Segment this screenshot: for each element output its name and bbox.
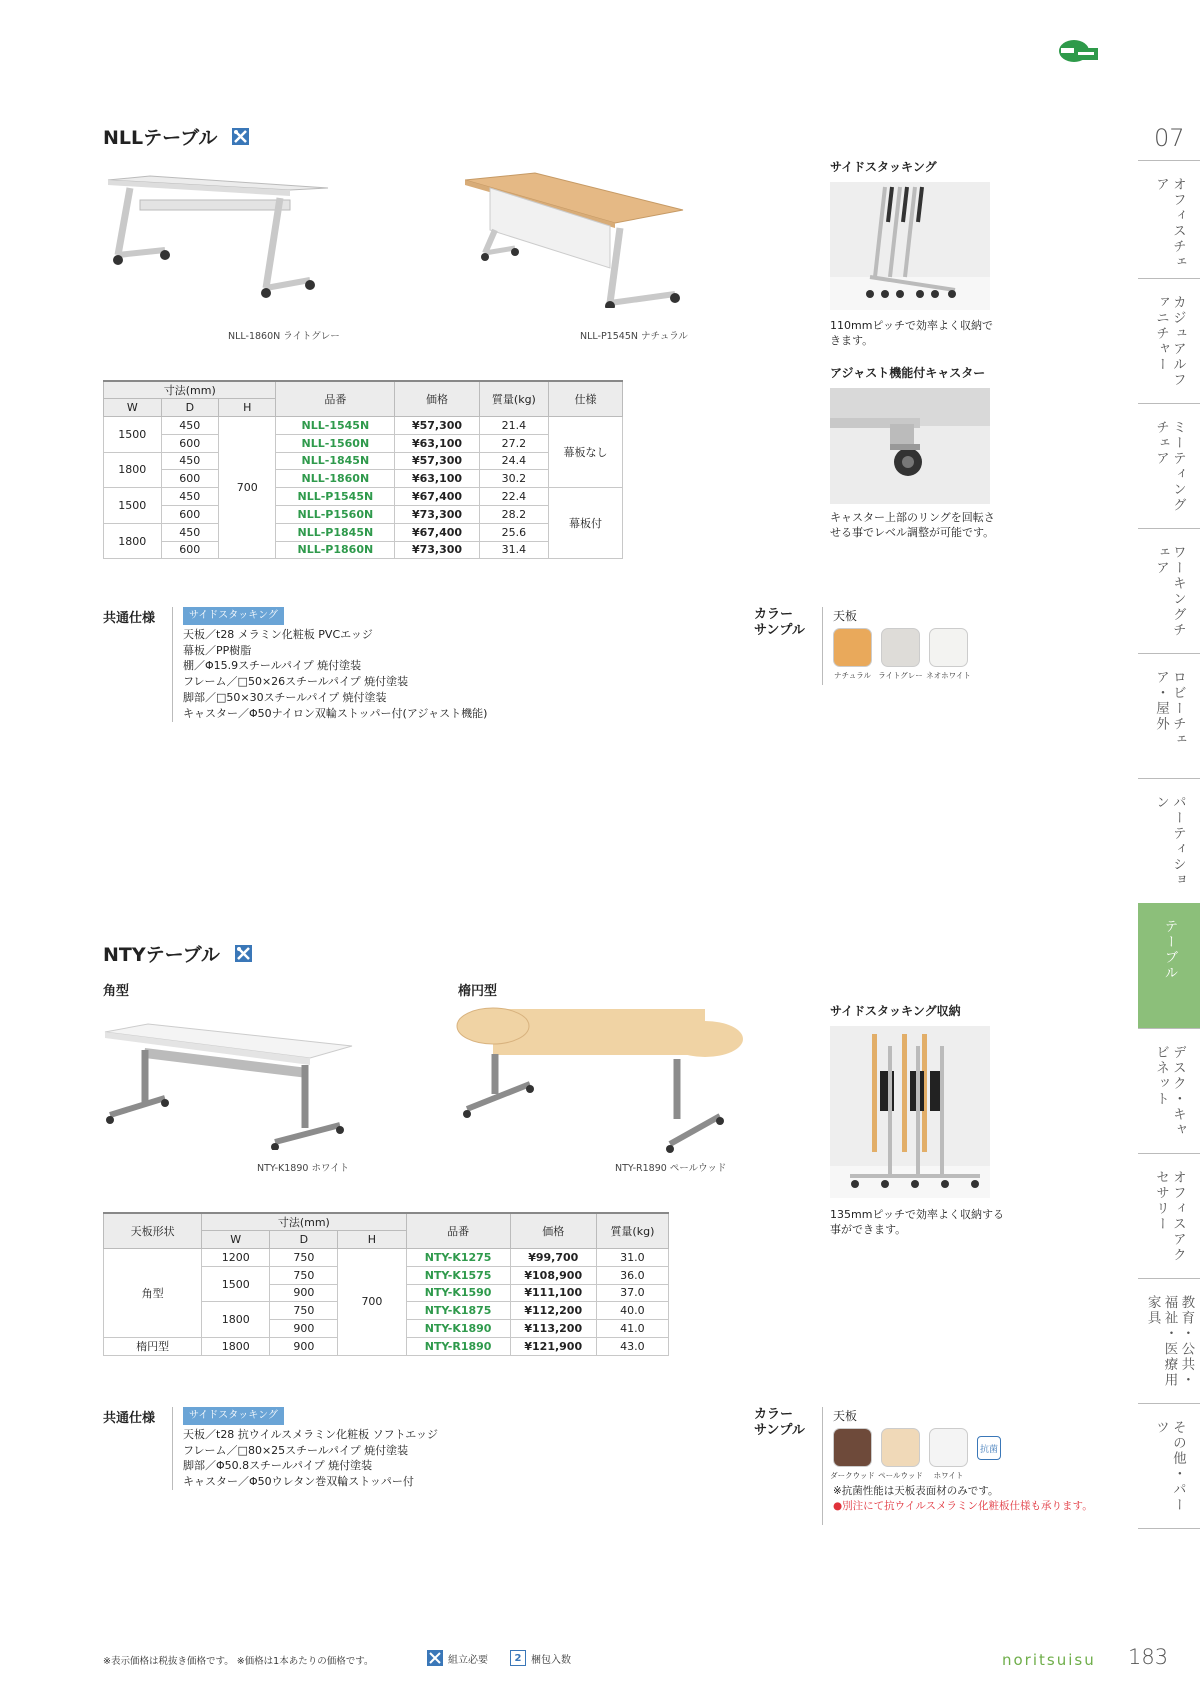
table-cell: 24.4 bbox=[479, 452, 548, 470]
table-cell: 900 bbox=[270, 1320, 338, 1338]
color-swatch bbox=[926, 628, 971, 681]
side-stacking-tag: サイドスタッキング bbox=[183, 607, 284, 625]
assembly-required-icon bbox=[235, 945, 252, 962]
side-index-item[interactable] bbox=[1138, 1153, 1200, 1278]
color-swatch bbox=[878, 1428, 923, 1481]
side-index-label: オフィスチェア bbox=[1153, 177, 1186, 270]
stacking-storage-photo bbox=[830, 1026, 978, 1198]
side-index-item[interactable] bbox=[1138, 160, 1200, 278]
side-index-label: その他・パーツ bbox=[1153, 1420, 1186, 1513]
nty-shape-header: 天板形状 bbox=[104, 1213, 202, 1249]
table-cell: 36.0 bbox=[596, 1266, 668, 1284]
nty-title-text: NTYテーブル bbox=[103, 944, 220, 966]
nll-w-header: W bbox=[104, 399, 162, 417]
color-label-line: カラー bbox=[754, 607, 794, 622]
feature-side-stacking-title: サイドスタッキング bbox=[830, 160, 937, 174]
product-code: NLL-1560N bbox=[276, 434, 395, 452]
nty-h-header: H bbox=[338, 1231, 406, 1249]
table-cell: 450 bbox=[161, 417, 218, 435]
product-price: ¥63,100 bbox=[395, 434, 479, 452]
color-sample-title: 天板 bbox=[833, 1409, 858, 1423]
brand-name: noritsuisu bbox=[1002, 1651, 1096, 1669]
swatch-chip bbox=[929, 1428, 968, 1467]
nll-image-2-caption: NLL-P1545N ナチュラル bbox=[580, 331, 688, 342]
product-code: NTY-K1590 bbox=[406, 1284, 510, 1302]
nty-dimension-header: 寸法(mm) bbox=[202, 1213, 406, 1231]
product-code: NLL-1860N bbox=[276, 470, 395, 488]
product-code: NLL-P1860N bbox=[276, 541, 395, 559]
table-cell: 750 bbox=[270, 1302, 338, 1320]
nll-mass-header: 質量(kg) bbox=[479, 381, 548, 417]
spec-line: フレーム／□50×26スチールパイプ 焼付塗装 bbox=[183, 675, 409, 689]
nll-spec-table bbox=[103, 380, 623, 559]
product-price: ¥121,900 bbox=[510, 1337, 596, 1355]
table-cell: 37.0 bbox=[596, 1284, 668, 1302]
product-price: ¥108,900 bbox=[510, 1266, 596, 1284]
table-cell: 450 bbox=[161, 488, 218, 506]
legend-assembly bbox=[427, 1650, 488, 1666]
product-code: NTY-K1875 bbox=[406, 1302, 510, 1320]
nty-common-spec-label: 共通仕様 bbox=[103, 1411, 156, 1426]
product-price: ¥111,100 bbox=[510, 1284, 596, 1302]
nll-spec-header: 仕様 bbox=[549, 381, 623, 417]
nty-title bbox=[103, 940, 252, 967]
antibacterial-note: ※抗菌性能は天板表面材のみです。 bbox=[833, 1485, 999, 1497]
package-count-icon: 2 bbox=[510, 1650, 526, 1666]
side-index-label: 教育・公共・福祉・医療用家具 bbox=[1144, 1295, 1195, 1388]
nty-code-header: 品番 bbox=[406, 1213, 510, 1249]
nty-sub-oval: 楕円型 bbox=[458, 984, 498, 999]
table-cell: 700 bbox=[338, 1249, 406, 1356]
swatch-name: ネオホワイト bbox=[926, 671, 971, 680]
swatch-name: ダークウッド bbox=[830, 1471, 875, 1480]
page-number: 183 bbox=[1128, 1645, 1169, 1669]
table-row bbox=[104, 523, 623, 541]
nty-common-spec bbox=[172, 1407, 438, 1490]
table-cell: 1500 bbox=[104, 488, 162, 524]
product-code: NLL-1545N bbox=[276, 417, 395, 435]
feature-side-stacking-text: 110mmピッチで効率よく収納できます。 bbox=[830, 319, 993, 347]
table-cell: 31.0 bbox=[596, 1249, 668, 1267]
nty-product-image-2 bbox=[455, 1004, 745, 1154]
color-label-line: カラー bbox=[754, 1407, 794, 1422]
spec-line: 脚部／□50×30スチールパイプ 焼付塗装 bbox=[183, 690, 387, 704]
table-cell: 600 bbox=[161, 434, 218, 452]
table-cell: 600 bbox=[161, 470, 218, 488]
product-code: NTY-K1575 bbox=[406, 1266, 510, 1284]
spec-line: フレーム／□80×25スチールパイプ 焼付塗装 bbox=[183, 1443, 409, 1457]
table-cell: 750 bbox=[270, 1266, 338, 1284]
spec-line: 幕板／PP樹脂 bbox=[183, 643, 252, 657]
nty-sub-square: 角型 bbox=[103, 984, 130, 999]
table-row bbox=[104, 541, 623, 559]
caster-photo bbox=[830, 388, 978, 504]
product-price: ¥73,300 bbox=[395, 541, 479, 559]
table-row bbox=[104, 417, 623, 435]
table-cell: 22.4 bbox=[479, 488, 548, 506]
product-code: NTY-R1890 bbox=[406, 1337, 510, 1355]
side-index-label: デスク・キャビネット bbox=[1153, 1045, 1186, 1138]
spec-line: キャスター／Φ50ウレタン巻双輪ストッパー付 bbox=[183, 1475, 414, 1489]
feature-caster-text: キャスター上部のリングを回転させる事でレベル調整が可能です。 bbox=[830, 511, 995, 539]
table-cell: 1800 bbox=[202, 1337, 270, 1355]
table-cell: 900 bbox=[270, 1284, 338, 1302]
table-cell: 41.0 bbox=[596, 1320, 668, 1338]
table-cell: 700 bbox=[219, 417, 276, 559]
table-cell: 角型 bbox=[104, 1249, 202, 1338]
table-cell: 600 bbox=[161, 505, 218, 523]
side-index-label: パーティション bbox=[1153, 795, 1186, 888]
product-price: ¥63,100 bbox=[395, 470, 479, 488]
table-cell: 25.6 bbox=[479, 523, 548, 541]
swatch-name: ペールウッド bbox=[878, 1471, 923, 1480]
side-index-item[interactable] bbox=[1138, 903, 1200, 1028]
table-cell: 40.0 bbox=[596, 1302, 668, 1320]
table-cell: 幕板なし bbox=[549, 417, 623, 488]
side-index-divider bbox=[1138, 1528, 1200, 1545]
side-stacking-photo bbox=[830, 182, 978, 310]
table-cell: 楕円型 bbox=[104, 1337, 202, 1355]
side-index-label: オフィスアクセサリー bbox=[1153, 1170, 1186, 1263]
table-cell: 750 bbox=[270, 1249, 338, 1267]
nty-image-1-caption: NTY-K1890 ホワイト bbox=[257, 1163, 350, 1174]
side-stacking-tag: サイドスタッキング bbox=[183, 1407, 284, 1425]
side-index-item[interactable] bbox=[1138, 403, 1200, 528]
legend-package bbox=[510, 1650, 571, 1666]
nty-mass-header: 質量(kg) bbox=[596, 1213, 668, 1249]
color-swatch bbox=[878, 628, 923, 681]
side-index-label: ロビーチェア・屋外 bbox=[1153, 670, 1186, 748]
swatch-chip bbox=[833, 628, 872, 667]
color-swatch bbox=[833, 628, 872, 681]
side-index-label: ワーキングチェア bbox=[1153, 545, 1186, 638]
product-price: ¥67,400 bbox=[395, 523, 479, 541]
brand-logo-icon bbox=[1058, 38, 1100, 64]
table-cell: 1800 bbox=[202, 1302, 270, 1338]
nll-product-image-1 bbox=[100, 170, 330, 310]
side-index-label: カジュアルファニチャー bbox=[1153, 295, 1186, 388]
nll-code-header: 品番 bbox=[276, 381, 395, 417]
table-cell: 28.2 bbox=[479, 505, 548, 523]
table-cell: 900 bbox=[270, 1337, 338, 1355]
swatch-name: ライトグレー bbox=[878, 671, 923, 680]
table-cell: 450 bbox=[161, 523, 218, 541]
table-cell: 600 bbox=[161, 541, 218, 559]
side-index-item[interactable] bbox=[1138, 528, 1200, 653]
color-swatch bbox=[929, 1428, 968, 1481]
table-row bbox=[104, 452, 623, 470]
assembly-required-icon bbox=[232, 128, 249, 145]
table-cell: 27.2 bbox=[479, 434, 548, 452]
swatch-chip bbox=[929, 628, 968, 667]
spec-line: 棚／Φ15.9スチールパイプ 焼付塗装 bbox=[183, 659, 362, 673]
table-cell: 1200 bbox=[202, 1249, 270, 1267]
product-price: ¥113,200 bbox=[510, 1320, 596, 1338]
nty-price-header: 価格 bbox=[510, 1213, 596, 1249]
product-price: ¥57,300 bbox=[395, 417, 479, 435]
nll-color-samples bbox=[822, 607, 971, 685]
product-code: NLL-1845N bbox=[276, 452, 395, 470]
feature-stacking-storage-text: 135mmピッチで効率よく収納する事ができます。 bbox=[830, 1208, 1004, 1236]
table-cell: 1500 bbox=[202, 1266, 270, 1302]
nll-common-spec bbox=[172, 607, 487, 722]
product-price: ¥73,300 bbox=[395, 505, 479, 523]
feature-stacking-storage-title: サイドスタッキング収納 bbox=[830, 1004, 961, 1018]
table-row bbox=[104, 434, 623, 452]
legend-label: 組立必要 bbox=[448, 1654, 488, 1666]
table-row bbox=[104, 470, 623, 488]
chapter-number: 07 bbox=[1154, 124, 1185, 152]
product-code: NTY-K1275 bbox=[406, 1249, 510, 1267]
nll-common-spec-label: 共通仕様 bbox=[103, 611, 156, 626]
nll-image-1-caption: NLL-1860N ライトグレー bbox=[228, 331, 340, 342]
product-price: ¥112,200 bbox=[510, 1302, 596, 1320]
table-cell: 21.4 bbox=[479, 417, 548, 435]
product-code: NTY-K1890 bbox=[406, 1320, 510, 1338]
table-row bbox=[104, 1249, 669, 1267]
product-code: NLL-P1560N bbox=[276, 505, 395, 523]
product-price: ¥67,400 bbox=[395, 488, 479, 506]
nll-title-text: NLLテーブル bbox=[103, 127, 218, 149]
color-label-line: サンプル bbox=[754, 623, 805, 638]
nty-color-sample-label bbox=[754, 1407, 805, 1439]
table-cell: 1800 bbox=[104, 452, 162, 488]
product-code: NLL-P1845N bbox=[276, 523, 395, 541]
swatch-chip bbox=[881, 1428, 920, 1467]
table-cell: 450 bbox=[161, 452, 218, 470]
nll-color-sample-label bbox=[754, 607, 805, 639]
side-index-item[interactable] bbox=[1138, 1028, 1200, 1153]
nty-d-header: D bbox=[270, 1231, 338, 1249]
table-cell: 30.2 bbox=[479, 470, 548, 488]
nll-dimension-header: 寸法(mm) bbox=[104, 381, 276, 399]
spec-line: キャスター／Φ50ナイロン双輪ストッパー付(アジャスト機能) bbox=[183, 706, 488, 720]
color-sample-title: 天板 bbox=[833, 609, 858, 623]
side-index-item[interactable] bbox=[1138, 278, 1200, 403]
table-cell: 1800 bbox=[104, 523, 162, 559]
legend-label: 梱包入数 bbox=[531, 1654, 571, 1666]
table-row bbox=[104, 505, 623, 523]
nll-d-header: D bbox=[161, 399, 218, 417]
nll-h-header: H bbox=[219, 399, 276, 417]
custom-order-note: ●別注にて抗ウイルスメラミン化粧板仕様も承ります。 bbox=[833, 1500, 1093, 1512]
color-label-line: サンプル bbox=[754, 1423, 805, 1438]
footer-price-note: ※表示価格は税抜き価格です。 ※価格は1本あたりの価格です。 bbox=[103, 1656, 374, 1667]
nty-product-image-1 bbox=[100, 1010, 360, 1150]
nll-title bbox=[103, 123, 249, 150]
swatch-chip bbox=[881, 628, 920, 667]
swatch-chip bbox=[833, 1428, 872, 1467]
swatch-name: ナチュラル bbox=[833, 671, 872, 680]
spec-line: 天板／t28 メラミン化粧板 PVCエッジ bbox=[183, 627, 373, 641]
swatch-name: ホワイト bbox=[933, 1471, 964, 1480]
product-price: ¥57,300 bbox=[395, 452, 479, 470]
feature-caster-title: アジャスト機能付キャスター bbox=[830, 366, 986, 380]
nty-w-header: W bbox=[202, 1231, 270, 1249]
side-index-label: テーブル bbox=[1161, 919, 1178, 981]
table-row bbox=[104, 488, 623, 506]
table-cell: 1500 bbox=[104, 417, 162, 453]
color-swatch bbox=[830, 1428, 875, 1481]
table-cell: 43.0 bbox=[596, 1337, 668, 1355]
table-cell: 幕板付 bbox=[549, 488, 623, 559]
side-index-label: ミーティングチェア bbox=[1153, 420, 1186, 513]
spec-line: 脚部／Φ50.8スチールパイプ 焼付塗装 bbox=[183, 1459, 373, 1473]
side-index-item[interactable] bbox=[1138, 653, 1200, 778]
side-index-item[interactable] bbox=[1138, 1278, 1200, 1403]
nty-color-samples bbox=[822, 1407, 1093, 1525]
side-index-item[interactable] bbox=[1138, 778, 1200, 903]
nll-product-image-2 bbox=[465, 168, 685, 308]
product-code: NLL-P1545N bbox=[276, 488, 395, 506]
antibacterial-badge: 抗菌 bbox=[977, 1436, 1001, 1460]
side-index-item[interactable] bbox=[1138, 1403, 1200, 1528]
nty-spec-table bbox=[103, 1212, 669, 1356]
table-cell: 31.4 bbox=[479, 541, 548, 559]
nll-price-header: 価格 bbox=[395, 381, 479, 417]
nty-image-2-caption: NTY-R1890 ペールウッド bbox=[615, 1163, 727, 1174]
assembly-required-icon bbox=[427, 1650, 443, 1666]
spec-line: 天板／t28 抗ウイルスメラミン化粧板 ソフトエッジ bbox=[183, 1427, 438, 1441]
product-price: ¥99,700 bbox=[510, 1249, 596, 1267]
